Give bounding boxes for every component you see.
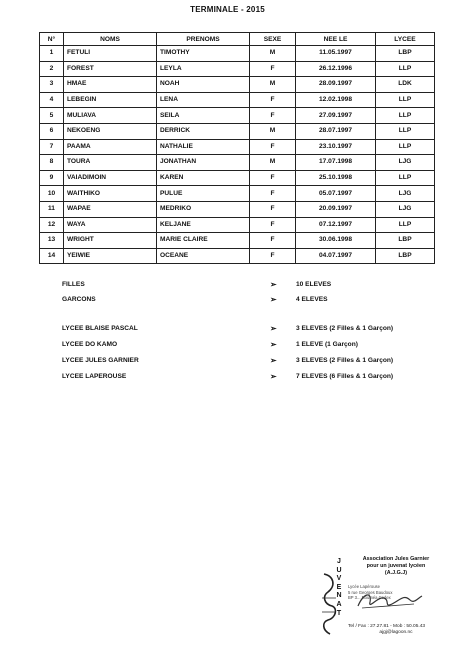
juvenat-letter: E: [336, 583, 342, 591]
arrow-icon: ➢: [270, 324, 277, 333]
number-cell: 11: [40, 201, 64, 217]
signature: [354, 588, 424, 614]
firstname-cell: SEILA: [157, 108, 250, 124]
firstname-cell: MEDRIKO: [157, 201, 250, 217]
number-cell: 9: [40, 170, 64, 186]
col-header-school: LYCEE: [376, 33, 435, 46]
birthdate-cell: 11.05.1997: [296, 46, 376, 62]
number-cell: 5: [40, 108, 64, 124]
number-cell: 12: [40, 217, 64, 233]
table-row: [40, 233, 435, 249]
table-row: [40, 217, 435, 233]
col-header-names: NOMS: [64, 33, 157, 46]
firstname-cell: PULUE: [157, 186, 250, 202]
sex-cell: F: [250, 186, 296, 202]
firstname-cell: LENA: [157, 92, 250, 108]
school-cell: LJG: [376, 201, 435, 217]
sex-cell: M: [250, 77, 296, 93]
firstname-cell: MARIE CLAIRE: [157, 233, 250, 249]
association-stamp: [318, 556, 446, 640]
table-row: [40, 139, 435, 155]
summary-label: GARCONS: [62, 296, 96, 303]
address-line: BP 3... Nouméa Cedex: [348, 595, 391, 601]
birthdate-cell: 04.07.1997: [296, 248, 376, 264]
sex-cell: M: [250, 123, 296, 139]
name-cell: FETULI: [64, 46, 157, 62]
juvenat-letter: U: [336, 566, 342, 574]
firstname-cell: TIMOTHY: [157, 46, 250, 62]
table-row: [40, 186, 435, 202]
table-row: [40, 46, 435, 62]
name-cell: HMAE: [64, 77, 157, 93]
school-cell: LLP: [376, 61, 435, 77]
sex-cell: F: [250, 139, 296, 155]
school-cell: LLP: [376, 139, 435, 155]
summary-value: 3 ELEVES (2 Filles & 1 Garçon): [296, 357, 394, 364]
number-cell: 14: [40, 248, 64, 264]
birthdate-cell: 25.10.1998: [296, 170, 376, 186]
summary-row: [62, 373, 455, 383]
school-cell: LLP: [376, 217, 435, 233]
firstname-cell: DERRICK: [157, 123, 250, 139]
phone-line: Tel / Fax : 27.27.81 - Mob : 50.05.43: [348, 624, 426, 629]
firstname-cell: KAREN: [157, 170, 250, 186]
number-cell: 7: [40, 139, 64, 155]
number-cell: 6: [40, 123, 64, 139]
birthdate-cell: 30.06.1998: [296, 233, 376, 249]
summary-label: LYCEE DO KAMO: [62, 341, 118, 348]
arrow-icon: ➢: [270, 372, 277, 381]
summary-label: FILLES: [62, 281, 85, 288]
sex-cell: F: [250, 201, 296, 217]
association-name-line: Association Jules Garnier: [362, 556, 430, 562]
number-cell: 4: [40, 92, 64, 108]
table-row: [40, 77, 435, 93]
arrow-icon: ➢: [270, 356, 277, 365]
number-cell: 1: [40, 46, 64, 62]
name-cell: YEIWIE: [64, 248, 157, 264]
sex-cell: M: [250, 155, 296, 171]
school-cell: LLP: [376, 108, 435, 124]
name-cell: WAPAE: [64, 201, 157, 217]
col-header-firstnames: PRENOMS: [157, 33, 250, 46]
number-cell: 2: [40, 61, 64, 77]
table-row: [40, 170, 435, 186]
birthdate-cell: 07.12.1997: [296, 217, 376, 233]
col-header-birthdate: NEE LE: [296, 33, 376, 46]
summary-value: 4 ELEVES: [296, 296, 328, 303]
sex-cell: F: [250, 108, 296, 124]
table-row: [40, 123, 435, 139]
school-cell: LLP: [376, 92, 435, 108]
name-cell: WRIGHT: [64, 233, 157, 249]
birthdate-cell: 28.07.1997: [296, 123, 376, 139]
juvenat-letter: J: [337, 558, 341, 565]
col-header-number: N°: [40, 33, 64, 46]
email-line: ajgj@lagoon.nc: [379, 630, 413, 636]
name-cell: FOREST: [64, 61, 157, 77]
name-cell: WAYA: [64, 217, 157, 233]
summary-value: 1 ELEVE (1 Garçon): [296, 341, 358, 348]
arrow-icon: ➢: [270, 340, 277, 349]
summary-label: LYCEE JULES GARNIER: [62, 357, 139, 364]
birthdate-cell: 28.09.1997: [296, 77, 376, 93]
birthdate-cell: 23.10.1997: [296, 139, 376, 155]
name-cell: LEBEGIN: [64, 92, 157, 108]
juvenat-letter: V: [336, 575, 342, 583]
name-cell: NEKOENG: [64, 123, 157, 139]
address-line: 5 rue Georges Baudoux: [348, 589, 393, 595]
summary-row: [62, 296, 455, 306]
summary-row: [62, 281, 455, 291]
juvenat-letter: T: [336, 609, 342, 617]
summary-label: LYCEE BLAISE PASCAL: [62, 325, 138, 332]
number-cell: 3: [40, 77, 64, 93]
association-subtitle: pour un juvenat lycéen: [366, 563, 426, 569]
school-cell: LDK: [376, 77, 435, 93]
number-cell: 10: [40, 186, 64, 202]
document-title: TERMINALE - 2015: [190, 5, 265, 14]
firstname-cell: NATHALIE: [157, 139, 250, 155]
arrow-icon: ➢: [270, 295, 277, 304]
summary-label: LYCEE LAPEROUSE: [62, 373, 127, 380]
sex-cell: F: [250, 217, 296, 233]
summary-value: 3 ELEVES (2 Filles & 1 Garçon): [296, 325, 394, 332]
summary-value: 7 ELEVES (6 Filles & 1 Garçon): [296, 373, 394, 380]
table-row: [40, 155, 435, 171]
table-row: [40, 92, 435, 108]
summary-row: [62, 357, 455, 367]
summary-row: [62, 325, 455, 335]
school-cell: LJG: [376, 155, 435, 171]
birthdate-cell: 26.12.1996: [296, 61, 376, 77]
firstname-cell: LEYLA: [157, 61, 250, 77]
school-cell: LJG: [376, 186, 435, 202]
contact-info: [348, 624, 444, 637]
sex-cell: F: [250, 248, 296, 264]
firstname-cell: OCEANE: [157, 248, 250, 264]
sex-cell: M: [250, 46, 296, 62]
sex-cell: F: [250, 233, 296, 249]
association-acronym: (A.J.G.J): [384, 570, 408, 576]
table-row: [40, 61, 435, 77]
birthdate-cell: 17.07.1998: [296, 155, 376, 171]
association-name: [346, 556, 446, 577]
birthdate-cell: 27.09.1997: [296, 108, 376, 124]
table-row: [40, 248, 435, 264]
school-cell: LBP: [376, 233, 435, 249]
number-cell: 8: [40, 155, 64, 171]
address-line: Lycée Lapérouse: [348, 584, 380, 589]
arrow-icon: ➢: [270, 280, 277, 289]
birthdate-cell: 05.07.1997: [296, 186, 376, 202]
school-cell: LBP: [376, 46, 435, 62]
firstname-cell: KELJANE: [157, 217, 250, 233]
sex-cell: F: [250, 92, 296, 108]
summary-row: [62, 341, 455, 351]
number-cell: 13: [40, 233, 64, 249]
school-cell: LBP: [376, 248, 435, 264]
juvenat-vertical-text: [334, 558, 344, 618]
table-row: [40, 201, 435, 217]
firstname-cell: NOAH: [157, 77, 250, 93]
students-table: [39, 32, 435, 264]
name-cell: WAITHIKO: [64, 186, 157, 202]
table-row: [40, 108, 435, 124]
juvenat-letter: N: [336, 592, 342, 600]
birthdate-cell: 20.09.1997: [296, 201, 376, 217]
name-cell: VAIADIMOIN: [64, 170, 157, 186]
col-header-sex: SEXE: [250, 33, 296, 46]
sex-cell: F: [250, 170, 296, 186]
name-cell: TOURA: [64, 155, 157, 171]
school-cell: LLP: [376, 123, 435, 139]
table-header-row: [40, 33, 435, 46]
sex-cell: F: [250, 61, 296, 77]
firstname-cell: JONATHAN: [157, 155, 250, 171]
name-cell: PAAMA: [64, 139, 157, 155]
school-cell: LLP: [376, 170, 435, 186]
summary-value: 10 ELEVES: [296, 281, 332, 288]
juvenat-letter: A: [336, 600, 342, 608]
birthdate-cell: 12.02.1998: [296, 92, 376, 108]
name-cell: MULIAVA: [64, 108, 157, 124]
